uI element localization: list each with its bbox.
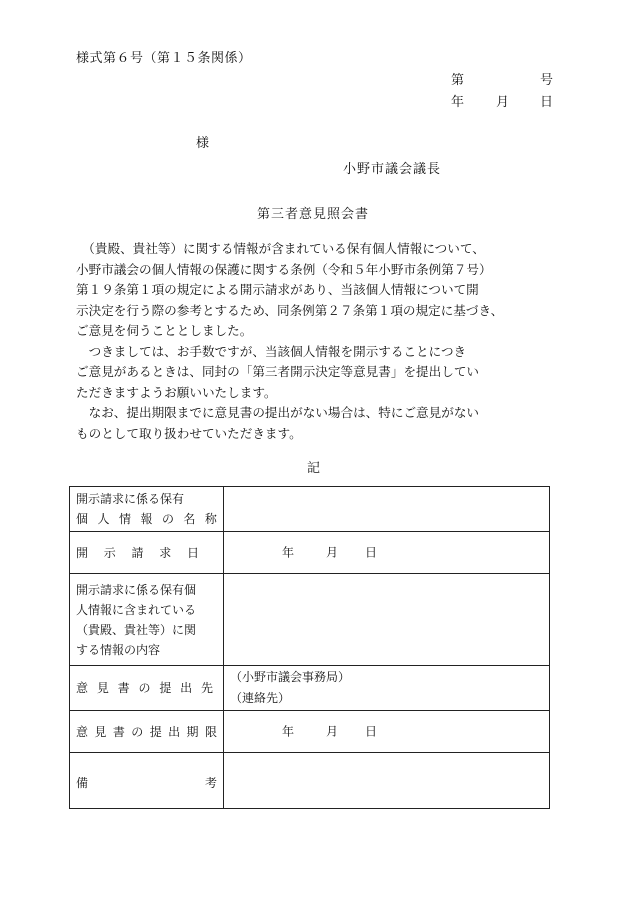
label-char: 報 [140, 512, 153, 526]
label-char: 意 [76, 681, 89, 695]
label-char: の [138, 681, 151, 695]
value-info-content[interactable] [224, 574, 550, 666]
value-document-name[interactable] [224, 487, 550, 532]
label-line: する情報の内容 [76, 642, 161, 657]
information-table [69, 486, 550, 809]
body-line: 小野市議会の個人情報の保護に関する条例（令和５年小野市条例第７号） [76, 261, 492, 277]
request-year: 年 [282, 545, 295, 559]
row-label-info-content [70, 574, 224, 666]
body-line: 第１９条第１項の規定による開示請求があり、当該個人情報について開 [76, 282, 479, 297]
addressee: 様 [196, 136, 210, 151]
remarks-left: 備 [76, 776, 89, 790]
request-month: 月 [326, 545, 339, 559]
row-label-remarks [70, 753, 224, 809]
label-char: 書 [117, 681, 130, 695]
label-line: 開示請求に係る保有個 [76, 582, 197, 597]
label-char: 名 [183, 512, 196, 526]
number-prefix: 第 [451, 73, 465, 88]
table-row [70, 666, 550, 711]
body-line: ご意見を伺うこととしました。 [76, 323, 253, 338]
body-line: （貴殿、貴社等）に関する情報が含まれている保有個人情報について、 [76, 241, 485, 256]
submit-contact: （連絡先） [230, 691, 291, 705]
request-day: 日 [365, 545, 378, 559]
row-label-document-name [70, 487, 224, 532]
label-char: 書 [112, 724, 125, 739]
row-label-submit-to [70, 666, 224, 711]
table-row [70, 753, 550, 809]
sender: 小野市議会議長 [343, 162, 442, 177]
deadline-year: 年 [282, 724, 295, 738]
label-char: 人 [97, 512, 110, 526]
label-char: 開 [76, 545, 89, 560]
form-number: 様式第６号（第１５条関係） [76, 51, 252, 66]
label-char: 日 [186, 545, 199, 560]
label-char: 意 [76, 724, 89, 739]
value-submit-to[interactable] [224, 666, 550, 711]
body-line: ものとして取り扱わせていただきます。 [76, 425, 302, 441]
body-line: ご意見があるときは、同封の「第三者開示決定等意見書」を提出してい [76, 364, 479, 379]
table-row [70, 574, 550, 666]
body-line: ただきますようお願いいたします。 [76, 384, 277, 400]
label-char: 請 [131, 545, 144, 560]
label-char: 出 [168, 724, 181, 739]
label-char: 期 [186, 724, 199, 739]
label-char: 称 [204, 512, 217, 526]
label-char: 見 [94, 724, 107, 739]
label-char: 先 [200, 681, 213, 695]
table-row [70, 711, 550, 753]
row-label-request-date [70, 532, 224, 574]
label-char: 出 [180, 681, 193, 695]
label-char: の [161, 512, 174, 526]
body-line: なお、提出期限までに意見書の提出がない場合は、特にご意見がない [76, 405, 479, 420]
row-label-deadline [70, 711, 224, 753]
label-line: 人情報に含まれている [76, 602, 197, 617]
label-char: 見 [96, 681, 109, 695]
label-char: 個 [76, 512, 89, 526]
table-row [70, 487, 550, 532]
table-row [70, 532, 550, 574]
deadline-day: 日 [365, 724, 378, 738]
submit-office: （小野市議会事務局） [230, 670, 351, 684]
label-line: （貴殿、貴社等）に関 [76, 622, 197, 637]
label-char: 提 [149, 724, 162, 739]
deadline-month: 月 [326, 724, 339, 738]
body-line: つきましては、お手数ですが、当該個人情報を開示することにつき [76, 343, 467, 359]
label-char: 求 [159, 545, 172, 560]
ki-heading: 記 [307, 461, 321, 476]
value-deadline[interactable] [224, 711, 550, 753]
label-char: 提 [159, 681, 172, 695]
date-year: 年 [451, 95, 465, 110]
date-day: 日 [540, 95, 554, 110]
document-title: 第三者意見照会書 [257, 207, 370, 222]
label-char: 限 [204, 724, 217, 739]
label-line [76, 509, 217, 529]
label-char: 情 [118, 512, 131, 526]
label-line: 開示請求に係る保有 [76, 492, 185, 506]
label-char: 示 [103, 545, 116, 560]
number-suffix: 号 [540, 73, 554, 88]
label-char: の [131, 724, 144, 739]
value-request-date[interactable] [224, 532, 550, 574]
date-month: 月 [496, 95, 510, 110]
remarks-right: 考 [204, 776, 217, 790]
value-remarks[interactable] [224, 753, 550, 809]
body-line: 示決定を行う際の参考とするため、同条例第２７条第１項の規定に基づき、 [76, 302, 504, 318]
body-paragraphs [76, 239, 566, 444]
